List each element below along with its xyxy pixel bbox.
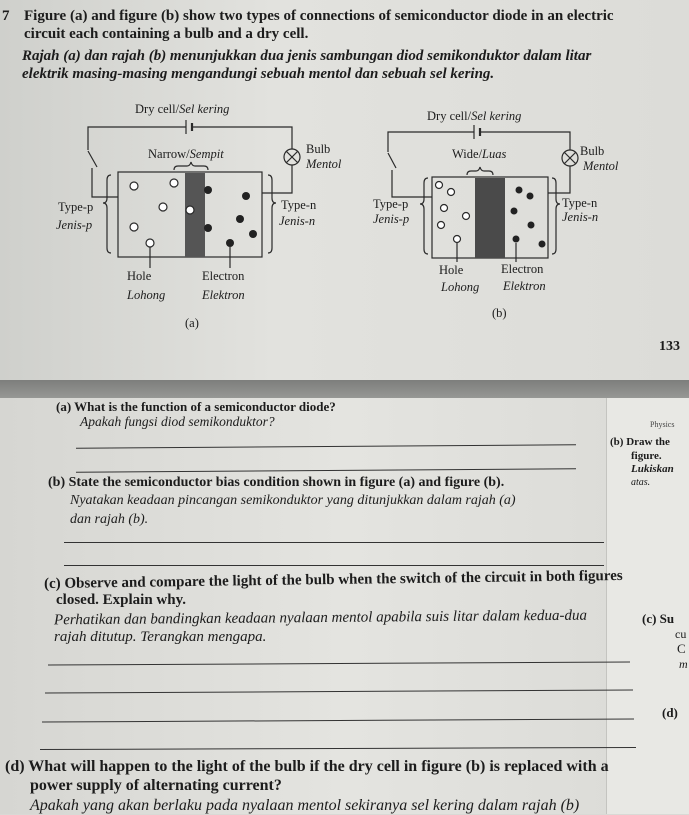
switch-b: [388, 153, 396, 168]
hole-label-a: Hole: [127, 269, 152, 283]
question-c-en-1: (c) Observe and compare the light of the bulb when the switch of the circuit in both figures: [43, 567, 623, 593]
right-b-4: atas.: [631, 477, 651, 488]
depletion-region-narrow: [185, 173, 205, 257]
right-b-3: Lukiskan: [631, 463, 674, 475]
right-c-4: m: [679, 657, 688, 671]
hole-label-b: Hole: [439, 263, 464, 277]
right-c-1: (c) Su: [642, 611, 675, 626]
hole-label-a-my: Lohong: [127, 288, 166, 302]
depletion-region-wide: [475, 178, 505, 258]
bulb-label-b-my: Mentol: [583, 159, 619, 173]
bulb-label-b: Bulb: [580, 144, 605, 158]
answer-line-b1[interactable]: [64, 542, 604, 543]
right-page-header: Physics: [650, 420, 675, 429]
electron-label-b: Electron: [501, 262, 544, 276]
question-d-en-1: (d) What will happen to the light of the bulb if the dry cell in figure (b) is replaced with a: [5, 758, 609, 775]
question-b-en: (b) State the semiconductor bias condition shown in figure (a) and figure (b).: [48, 475, 505, 490]
type-n-label-a: Type-n: [281, 198, 317, 212]
switch-a: [88, 151, 97, 167]
dry-cell-label-a: Dry cell/Sel kering: [135, 102, 230, 116]
dry-cell-label-b: Dry cell/Sel kering: [427, 109, 522, 123]
intro-en-line1: Figure (a) and figure (b) show two types of connections of semiconductor diode in an electric: [24, 8, 614, 24]
caption-a: (a): [185, 316, 199, 330]
question-c-my-1: Perhatikan dan bandingkan keadaan nyalaan mentol apabila suis litar dalam kedua-dua: [53, 607, 588, 629]
electron-label-a-my: Elektron: [202, 288, 245, 302]
holes: [130, 179, 470, 247]
bulb-label-a-my: Mentol: [306, 157, 342, 171]
type-p-label-b-my: Jenis-p: [373, 212, 410, 226]
question-d-my-1: Apakah yang akan berlaku pada nyalaan mentol sekiranya sel kering dalam rajah (b): [30, 797, 580, 814]
right-c-3: C: [677, 641, 686, 656]
question-a-en: (a) What is the function of a semiconductor diode?: [56, 399, 336, 414]
type-n-label-a-my: Jenis-n: [279, 214, 316, 228]
question-a-my: Apakah fungsi diod semikonduktor?: [80, 414, 275, 429]
right-c-2: cu: [675, 627, 687, 641]
answer-line-b2[interactable]: [64, 565, 604, 566]
narrow-label: Narrow/Sempit: [148, 147, 224, 161]
type-p-label-a-my: Jenis-p: [56, 218, 93, 232]
bulb-label-a: Bulb: [306, 142, 331, 156]
intro-my-line1: Rajah (a) dan rajah (b) menunjukkan dua jenis sambungan diod semikonduktor dalam litar: [22, 48, 592, 64]
right-b-2: figure.: [631, 450, 662, 462]
question-c-my-2: rajah ditutup. Terangkan mengapa.: [54, 629, 267, 645]
type-p-label-b: Type-p: [373, 197, 409, 211]
type-n-label-b-my: Jenis-n: [562, 210, 599, 224]
electron-label-a: Electron: [202, 269, 245, 283]
question-d-en-2: power supply of alternating current?: [30, 777, 282, 794]
electron-label-b-my: Elektron: [503, 279, 546, 293]
right-b-1: (b) Draw the: [610, 436, 670, 448]
intro-my-line2: elektrik masing-masing mengandungi sebuah mentol dan sebuah sel kering.: [22, 66, 495, 82]
page-number: 133: [659, 339, 680, 354]
question-b-my-2: dan rajah (b).: [70, 512, 149, 527]
type-n-label-b: Type-n: [562, 196, 598, 210]
question-c-en-2: closed. Explain why.: [56, 592, 187, 608]
question-b-my-1: Nyatakan keadaan pincangan semikonduktor yang ditunjukkan dalam rajah (a): [70, 493, 516, 508]
type-p-label-a: Type-p: [58, 200, 94, 214]
wide-label: Wide/Luas: [452, 147, 507, 161]
intro-en-line2: circuit each containing a bulb and a dry cell.: [24, 26, 309, 42]
right-d-1: (d): [662, 705, 678, 720]
hole-label-b-my: Lohong: [441, 280, 480, 294]
caption-b: (b): [492, 306, 507, 320]
question-number: 7: [2, 8, 10, 24]
